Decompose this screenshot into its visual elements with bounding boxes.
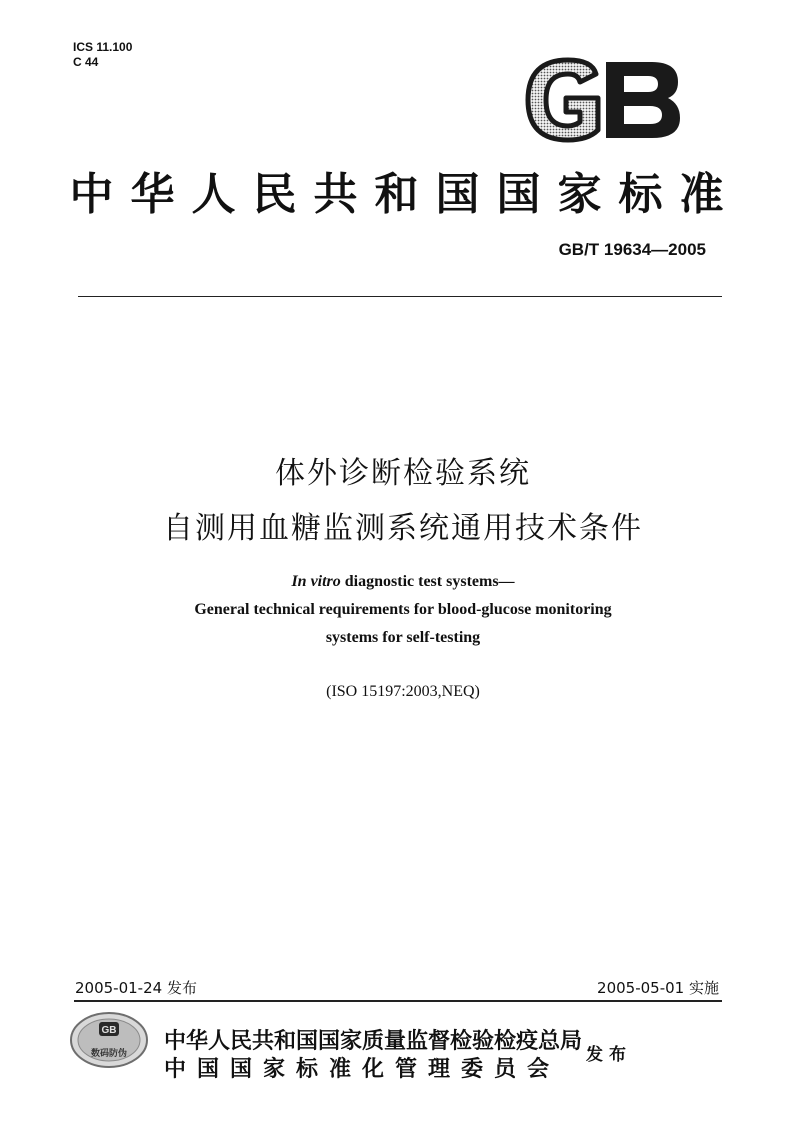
standard-number: GB/T 19634—2005 <box>558 240 706 259</box>
classification-codes <box>73 40 132 70</box>
title-en-line3: systems for self-testing <box>325 629 481 646</box>
implementation-date: 2005-05-01 实施 <box>597 979 719 997</box>
masthead-title: 中华人民共和国国家标准 <box>69 169 741 220</box>
anti-counterfeit-seal-icon <box>68 1010 150 1070</box>
gb-standard-logo-icon <box>522 56 684 144</box>
title-cn-line1: 体外诊断检验系统 <box>275 456 531 491</box>
ccs-code: C 44 <box>73 55 99 69</box>
issuer-aqsiq: 中华人民共和国国家质量监督检验检疫总局 <box>164 1029 583 1054</box>
title-cn-line2: 自测用血糖监测系统通用技术条件 <box>163 511 643 546</box>
ics-code: ICS 11.100 <box>73 40 133 54</box>
iso-reference: (ISO 15197:2003,NEQ) <box>326 683 480 700</box>
publish-label: 发布 <box>586 1045 632 1065</box>
title-en-line2: General technical requirements for blood-glucose monitoring <box>194 601 612 618</box>
title-en-line1 <box>0 573 806 591</box>
header-divider <box>78 296 722 297</box>
svg-text:GB: GB <box>101 1025 117 1036</box>
title-en-italic: In vitro <box>291 573 341 590</box>
title-en-line1-rest: diagnostic test systems— <box>340 573 515 590</box>
issue-date: 2005-01-24 发布 <box>75 979 197 997</box>
footer-divider <box>74 1000 722 1002</box>
svg-text:数码防伪: 数码防伪 <box>90 1049 128 1059</box>
issuer-sac: 中国国家标准化管理委员会 <box>164 1057 561 1082</box>
